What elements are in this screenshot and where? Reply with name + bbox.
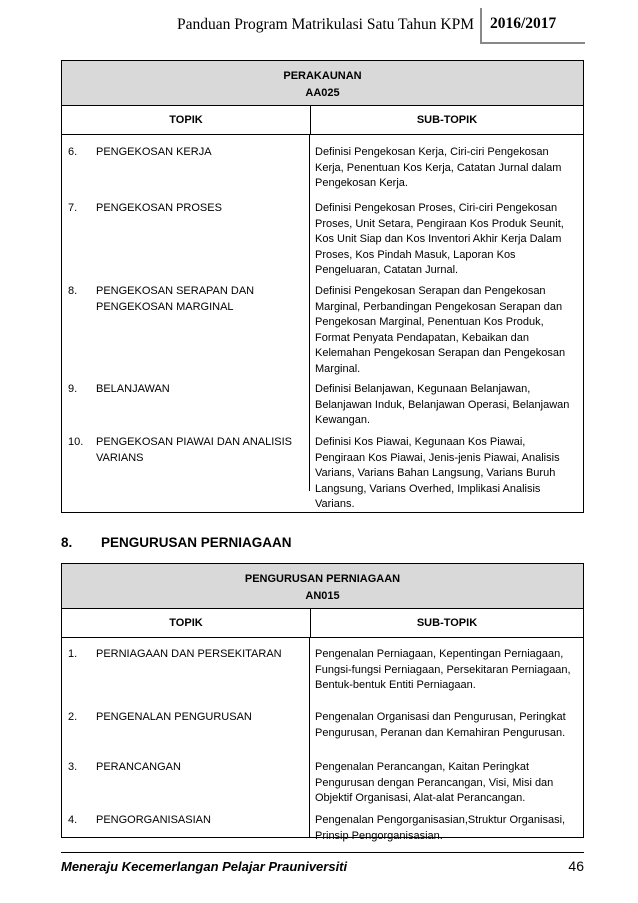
column-headers bbox=[62, 609, 583, 638]
table-title: PERAKAUNAN bbox=[283, 70, 362, 82]
footer-text: Meneraju Kecemerlangan Pelajar Prauniversiti bbox=[61, 859, 348, 874]
row-subtopik: Pengenalan Perniagaan, Kepentingan Perniagaan, Fungsi-fungsi Perniagaan, Persekitaran Perniagaan, Bentuk-bentuk Entiti Perniagaan. bbox=[315, 648, 571, 691]
section-title: PENGURUSAN PERNIAGAAN bbox=[101, 535, 292, 550]
row-number: 6. bbox=[68, 146, 78, 158]
row-subtopik: Definisi Pengekosan Kerja, Ciri-ciri Pengekosan Kerja, Penentuan Kos Kerja, Catatan Jurnal dalam Pengekosan Kerja. bbox=[315, 146, 562, 189]
header-title: Panduan Program Matrikulasi Satu Tahun KPM bbox=[177, 16, 474, 33]
row-subtopik: Definisi Pengekosan Proses, Ciri-ciri Pengekosan Proses, Unit Setara, Pengiraan Kos Produk Seunit, Kos Unit Siap dan Kos Inventori Akhir Kerja Dalam Proses, Kos Pindah Masuk, Laporan Kos Pengeluaran, Catatan Jurnal. bbox=[315, 202, 564, 276]
section-number: 8. bbox=[61, 535, 73, 550]
table-code: AN015 bbox=[305, 590, 340, 602]
row-number: 7. bbox=[68, 202, 78, 214]
row-subtopik: Pengenalan Organisasi dan Pengurusan, Peringkat Pengurusan, Peranan dan Kemahiran Pengurusan. bbox=[315, 711, 566, 739]
page-header bbox=[0, 8, 638, 44]
row-topik: BELANJAWAN bbox=[96, 383, 170, 395]
row-topik: PENGEKOSAN KERJA bbox=[96, 146, 212, 158]
row-number: 2. bbox=[68, 711, 78, 723]
header-divider bbox=[480, 8, 482, 42]
header-underline bbox=[480, 42, 585, 44]
row-topik: PERANCANGAN bbox=[96, 761, 181, 773]
column-headers bbox=[62, 106, 583, 135]
table-title: PENGURUSAN PERNIAGAAN bbox=[244, 573, 401, 585]
row-topik: PENGEKOSAN PROSES bbox=[96, 202, 222, 214]
header-year: 2016/2017 bbox=[490, 15, 557, 32]
row-number: 10. bbox=[68, 436, 84, 448]
row-topik: PENGENALAN PENGURUSAN bbox=[96, 711, 252, 723]
table-header bbox=[62, 564, 583, 609]
row-topik: PENGEKOSAN SERAPAN DAN PENGEKOSAN MARGINAL bbox=[96, 285, 255, 313]
row-number: 3. bbox=[68, 761, 78, 773]
page-number: 46 bbox=[568, 858, 584, 874]
table-header bbox=[62, 61, 583, 106]
column-topik: TOPIK bbox=[62, 609, 311, 637]
row-number: 1. bbox=[68, 648, 78, 660]
column-subtopik: SUB-TOPIK bbox=[416, 617, 478, 629]
section-heading bbox=[61, 535, 292, 550]
row-subtopik: Definisi Belanjawan, Kegunaan Belanjawan, Belanjawan Induk, Belanjawan Operasi, Belanjawan Kewangan. bbox=[315, 383, 570, 426]
column-subtopik: SUB-TOPIK bbox=[416, 114, 478, 126]
row-topik: PERNIAGAAN DAN PERSEKITARAN bbox=[96, 648, 282, 660]
row-topik: PENGEKOSAN PIAWAI DAN ANALISIS VARIANS bbox=[96, 436, 293, 464]
row-subtopik: Pengenalan Perancangan, Kaitan Peringkat Pengurusan dengan Perancangan, Visi, Misi dan Objektif Organisasi, Alat-alat Perancangan. bbox=[315, 761, 554, 804]
row-subtopik: Definisi Kos Piawai, Kegunaan Kos Piawai, Pengiraan Kos Piawai, Jenis-jenis Piawai, Analisis Varians, Varians Bahan Langsung, Varians Buruh Langsung, Varians Overhed, Implikasi Analisis Varians. bbox=[315, 436, 560, 510]
row-topik: PENGORGANISASIAN bbox=[96, 814, 211, 826]
row-number: 9. bbox=[68, 383, 78, 395]
table-code: AA025 bbox=[305, 87, 340, 99]
footer-rule bbox=[61, 852, 584, 853]
column-topik: TOPIK bbox=[62, 106, 311, 134]
row-subtopik: Definisi Pengekosan Serapan dan Pengekosan Marginal, Perbandingan Pengekosan Serapan dan Pengekosan Marginal, Penentuan Kos Produk, Format Penyata Pendapatan, Kebaikan dan Kelemahan Pengekosan Serapan dan Pengekosan Marginal. bbox=[315, 285, 566, 375]
row-number: 4. bbox=[68, 814, 78, 826]
row-number: 8. bbox=[68, 285, 78, 297]
row-subtopik: Pengenalan Pengorganisasian,Struktur Organisasi, Prinsip Pengorganisasian. bbox=[315, 814, 566, 842]
